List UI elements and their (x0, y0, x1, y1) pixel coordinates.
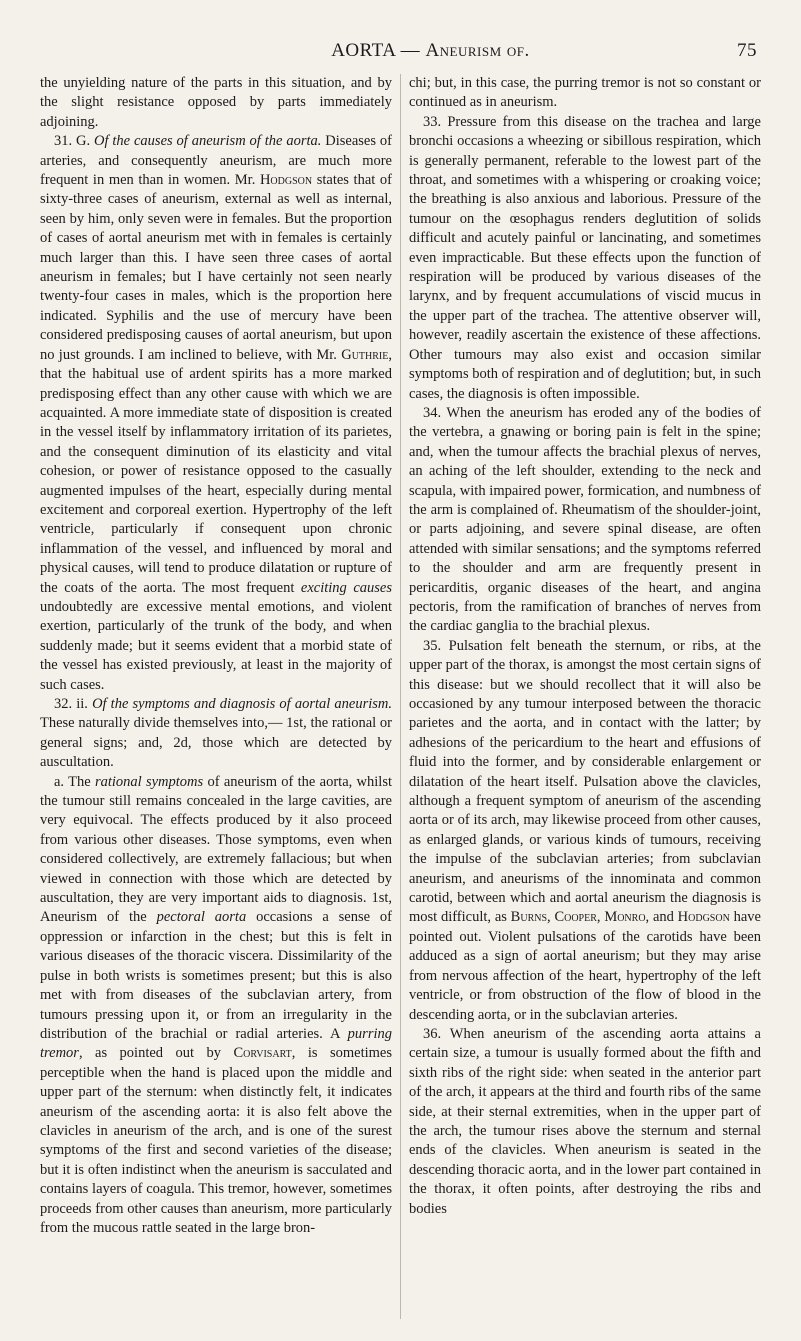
text-run: 32. ii. (54, 696, 93, 712)
paragraph (40, 132, 392, 695)
paragraph (409, 637, 761, 1025)
text-run: , (596, 909, 605, 926)
running-head (40, 40, 761, 74)
italic-text: Of the causes of aneurism of the aorta. (94, 133, 322, 150)
running-title-main: AORTA — (331, 40, 421, 61)
text-run: 33. Pressure from this disease on the trachea and large bronchi occasions a wheezing or sibillous respiration, which is generally permanent, referable to the lowest part of the throat, and sometimes with a whispering or croaking voice; the breathing is also anxious and laborious. Pressure of the tumour on the œsophagus renders deglutition of solids difficult and acutely painful or lancinating, and sometimes even impracticable. But these effects upon the function of respiration will be produced by various diseases of the larynx, and by frequent accumulations of viscid mucus in the upper part of the trachea. The attentive observer will, however, readily ascertain the existence of these affections. Other tumours may also exist and occasion similar symptoms both of respiration and of deglutition; but, in such cases, the diagnosis is often impossible. (408, 113, 761, 402)
italic-text: Of the symptoms and diagnosis of aortal aneurism. (92, 696, 393, 712)
text-run: states that of sixty-three cases of aneurism, external as well as internal, seen by him, only seven were in females. But the proportion of cases of aortal aneurism met with in females is certainly much larger than this. I have seen three cases of aortal aneurism in females; but I have certainly not seen nearly twenty-four cases in males, which is the proportion here indicated. Syphilis and the use of mercury have been considered predisposing causes of aortal aneurism, but upon no just grounds. I am inclined to believe, with Mr. (40, 172, 392, 363)
page-number: 75 (737, 40, 757, 61)
text-run: a. The (54, 773, 95, 790)
author-name: Monro (604, 909, 646, 926)
text-columns (40, 74, 761, 1319)
text-run: 35. Pulsation felt beneath the sternum, or ribs, at the upper part of the thorax, is amongst the most certain signs of this disease: but we should recollect that it will also be occasioned by any tumour interposed between the thoracic parietes and the aorta, and in contact with the latter; by adhesions of the pericardium to the heart and effusions of fluid into the former, and by considerable enlargement or dilatation of the heart itself. Pulsation above the clavicles, although a frequent symptom of aneurism of the ascending aorta or of its arch, may likewise proceed from other causes, as enlarged glands, or various kinds of tumours, receiving the impulse of the subclavian arteries; from subclavian aneurism, and aneurisms of the innominata and common carotid, between which and aortal aneurism the diagnosis is most difficult, as (408, 637, 761, 926)
right-column (409, 74, 761, 1319)
text-run: , and (645, 909, 678, 926)
italic-text: purring tremor (40, 1025, 392, 1062)
text-run: These naturally divide themselves into,— 1st, the rational or general signs; and, 2d, those which are detected by auscultation. (40, 715, 392, 771)
text-run: chi; but, in this case, the purring tremor is not so constant or continued as in aneurism. (408, 75, 761, 111)
paragraph (40, 695, 392, 773)
paragraph (40, 773, 392, 1239)
author-name: Hodgson (677, 909, 730, 926)
text-run: have pointed out. Violent pulsations of the carotids have been adduced as a sign of aortal aneurism; but they may arise from nervous affection of the heart, hypertrophy of the left ventricle, or from obstruction of the flow of blood in the descending aorta, or in the subclavian arteries. (408, 909, 761, 1023)
text-run: occasions a sense of oppression or infarction in the chest; but this is felt in various diseases of the thoracic viscera. Dissimilarity of the pulse in both wrists is sometimes present; but this is also met with from diseases of the subclavian artery, from tumours pressing upon it, or from an irregularity in the distribution of the brachial or radial arteries. A (40, 909, 392, 1042)
text-run: , is sometimes perceptible when the hand is placed upon the middle and upper part of the sternum: when distinctly felt, it indicates aneurism of the ascending aorta: it is also felt above the clavicles in aneurism of the arch, and is one of the surest symptoms of the first and second varieties of the disease; but it is often indistinct when the aneurism is sacculated and contains layers of coagula. This tremor, however, sometimes proceeds from other causes than aneurism, more particularly from the mucous rattle seated in the large bron- (40, 1045, 392, 1236)
italic-text: rational symptoms (94, 773, 204, 790)
author-name: Burns (510, 909, 548, 926)
text-run: , that the habitual use of ardent spirits has a more marked predisposing effect than any other cause with which we are acquainted. A more immediate state of disposition is created in the vessel itself by inflammatory irritation of its parietes, and the consequent diminution of its elasticity and vital cohesion, or power of resistance opposed to the casually augmented impulses of the heart, especially during mental excitement and corporeal exertion. Hypertrophy of the left ventricle, particularly if consequent upon chronic inflammation of the vessel, and influenced by moral and physical causes, will tend to produce dilatation or rupture of the coats of the aorta. The most frequent (40, 346, 392, 596)
text-run: 31. G. (54, 133, 94, 150)
text-run: of aneurism of the aorta, whilst the tumour still remains concealed in the large cavities, are very equivocal. The effects produced by it also proceed from various other diseases. Those symptoms, even when considered collectively, are extremely fallacious; but when viewed in connection with those which are detected by auscultation, they are very important aids to diagnosis. 1st, Aneurism of the (40, 773, 393, 926)
text-run: , (547, 909, 555, 926)
text-run: , as pointed out by (78, 1045, 234, 1062)
running-title (331, 40, 530, 62)
author-name: Cooper (554, 909, 597, 926)
paragraph (409, 404, 761, 637)
paragraph (40, 74, 392, 132)
author-name: Corvisart (233, 1045, 292, 1062)
text-run: 36. When aneurism of the ascending aorta attains a certain size, a tumour is usually formed about the fifth and sixth ribs of the right side: when seated in the anterior part of the arch, it appears at the third and fourth ribs of the same side, at their sternal extremities, when in the upper part of the arch, the tumour rises above the sternum and sternal ends of the clavicles. When aneurism is seated in the descending thoracic aorta, and in the lower part contained in the thorax, it often points, after destroying the ribs and bodies (408, 1025, 761, 1217)
italic-text: exciting causes (300, 579, 392, 596)
author-name: Guthrie (341, 346, 389, 363)
paragraph (409, 113, 761, 404)
column-divider (400, 74, 401, 1319)
text-run: undoubtedly are excessive mental emotions, and violent exertion, particularly of the trunk of the body, and when suddenly made; but it seems evident that a morbid state of the vessel has existed previously, at least in the majority of such cases. (40, 598, 392, 693)
text-run: 34. When the aneurism has eroded any of the bodies of the vertebra, a gnawing or boring pain is felt in the spine; and, when the tumour affects the brachial plexus of nerves, an aching of the left shoulder, extending to the neck and scapula, with impaired power, formication, and numbness of the arm is complained of. Rheumatism of the shoulder-joint, or parts adjoining, and severe spinal disease, are often attended with similar sensations; and the symptoms referred to the shoulder and arm are frequently present in pericarditis, organic diseases of the heart, and angina pectoris, from the ramification of branches of nerves from the cardiac ganglia to the brachial plexus. (408, 404, 761, 635)
running-title-sub: Aneurism of. (425, 40, 530, 61)
left-column (40, 74, 392, 1319)
author-name: Hodgson (259, 172, 313, 189)
paragraph (409, 1025, 761, 1219)
text-run: Diseases of arteries, and consequently aneurism, are much more frequent in men than in women. Mr. (40, 133, 392, 189)
paragraph (409, 74, 761, 113)
italic-text: pectoral aorta (156, 909, 247, 926)
text-run: the unyielding nature of the parts in this situation, and by the slight resistance opposed by parts immediately adjoining. (40, 75, 392, 130)
